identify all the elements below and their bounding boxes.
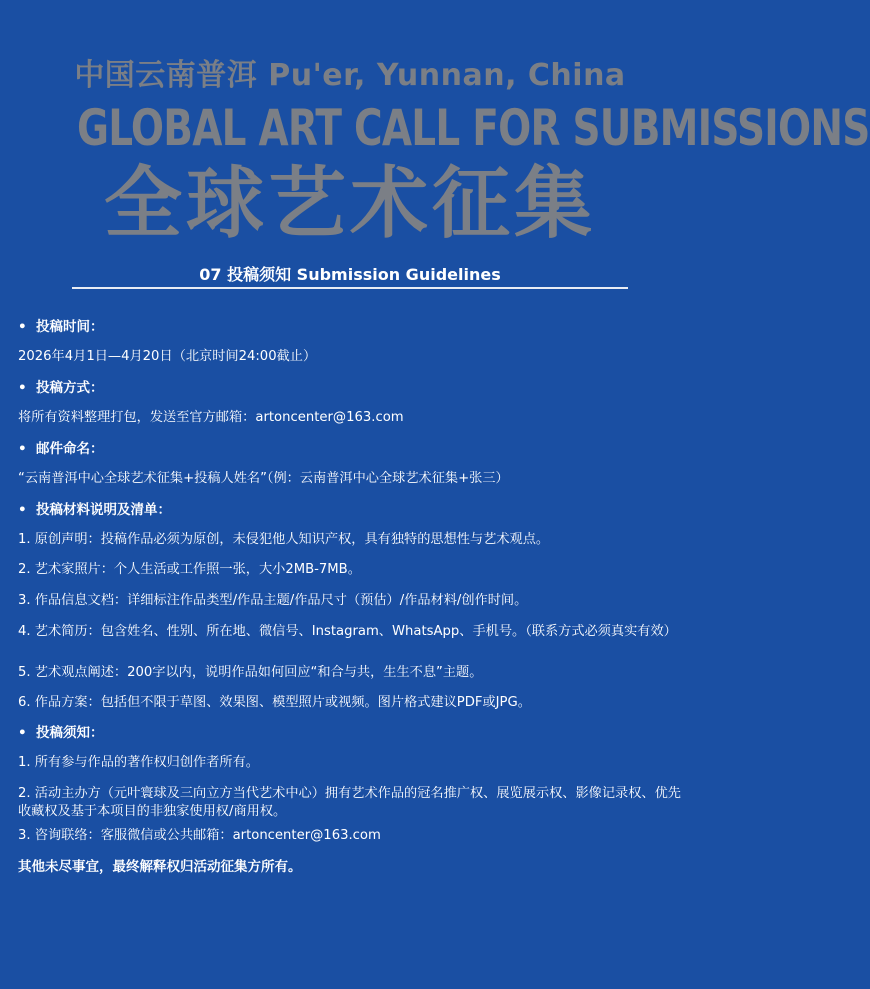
section-heading-method: • 投稿方式： (18, 380, 104, 396)
bullet-icon: • (18, 319, 27, 335)
section-subtitle: 07 投稿须知 Submission Guidelines (199, 265, 501, 284)
list-item: 5. 艺术观点阐述：200字以内，说明作品如何回应“和合与共，生生不息”主题。 (18, 665, 483, 680)
bullet-icon: • (18, 725, 27, 741)
subtitle-divider (72, 287, 628, 289)
list-item: 3. 作品信息文档：详细标注作品类型/作品主题/作品尺寸（预估）/作品材料/创作时间。 (18, 593, 528, 608)
list-item: 1. 原创声明：投稿作品必须为原创，未侵犯他人知识产权，具有独特的思想性与艺术观点。 (18, 532, 550, 547)
list-item: 2. 艺术家照片：个人生活或工作照一张，大小2MB-7MB。 (18, 562, 361, 577)
bullet-icon: • (18, 380, 27, 396)
section-heading-time: • 投稿时间： (18, 319, 104, 335)
naming-text: “云南普洱中心全球艺术征集+投稿人姓名”（例：云南普洱中心全球艺术征集+张三） (18, 471, 509, 486)
section-heading-notice: • 投稿须知： (18, 725, 104, 741)
list-item: 2. 活动主办方（元叶寰球及三向立方当代艺术中心）拥有艺术作品的冠名推广权、展览展示权、影像记录权、优先收藏权及基于本项目的非独家使用权/商用权。 (18, 786, 681, 819)
bullet-icon: • (18, 502, 27, 518)
section-heading-naming: • 邮件命名： (18, 441, 104, 457)
list-item: 1. 所有参与作品的著作权归创作者所有。 (18, 755, 259, 770)
list-item: 4. 艺术简历：包含姓名、性别、所在地、微信号、Instagram、WhatsApp、手机号。（联系方式必须真实有效） (18, 624, 677, 639)
english-title: GLOBAL ART CALL FOR SUBMISSIONS (77, 99, 870, 157)
footer-note: 其他未尽事宜，最终解释权归活动征集方所有。 (18, 859, 302, 875)
chinese-title: 全球艺术征集 (103, 159, 596, 249)
method-text: 将所有资料整理打包，发送至官方邮箱：artoncenter@163.com (18, 410, 404, 425)
bullet-icon: • (18, 441, 27, 457)
list-item: 6. 作品方案：包括但不限于草图、效果图、模型照片或视频。图片格式建议PDF或JPG。 (18, 695, 531, 710)
list-item: 3. 咨询联络：客服微信或公共邮箱：artoncenter@163.com (18, 828, 381, 843)
location-title: 中国云南普洱 Pu'er, Yunnan, China (74, 58, 626, 93)
time-text: 2026年4月1日—4月20日（北京时间24:00截止） (18, 349, 317, 364)
section-heading-materials: • 投稿材料说明及清单： (18, 502, 171, 518)
